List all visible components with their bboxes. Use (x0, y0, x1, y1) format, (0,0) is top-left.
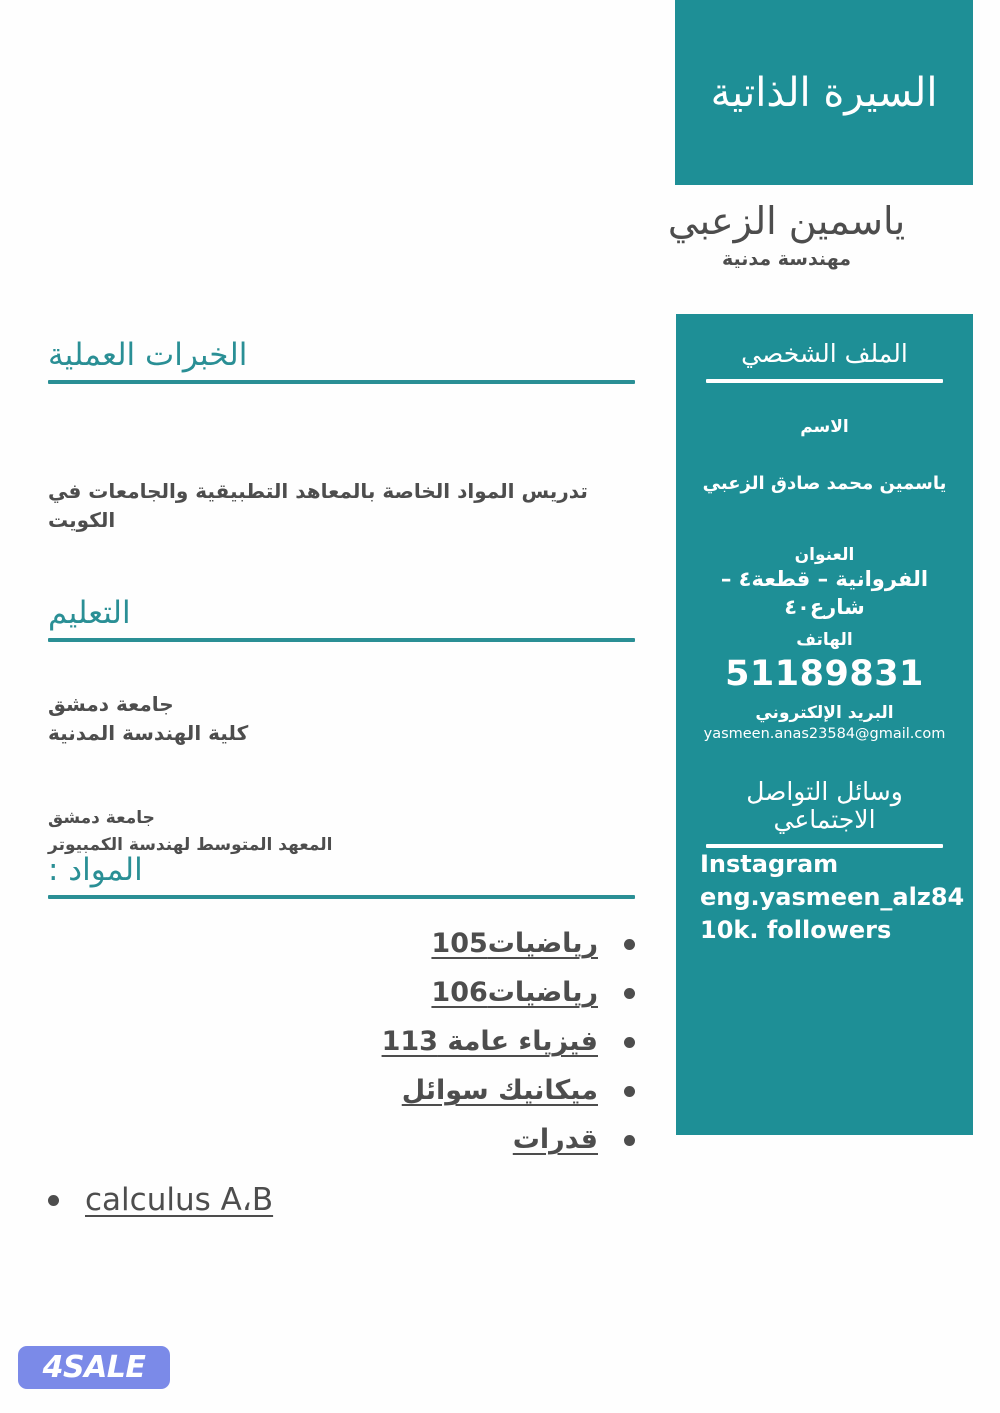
cv-title-text: السيرة الذاتية (710, 69, 938, 116)
subject-label: ميكانيك سوائل (401, 1075, 598, 1107)
experience-section-header (48, 338, 635, 384)
bullet-icon (624, 939, 635, 950)
list-item (48, 1176, 1000, 1225)
phone-label: الهاتف (796, 629, 853, 650)
subject-label: فيزياء عامة 113 (381, 1026, 598, 1058)
subjects-section-header (48, 853, 635, 899)
social-heading: وسائل التواصل الاجتماعي (746, 777, 903, 834)
subject-label: رياضيات105 (431, 928, 598, 960)
bullet-icon (624, 1086, 635, 1097)
address-value: الفروانية – قطعة٤ – شارع٤٠ (720, 567, 929, 620)
list-item (48, 1067, 635, 1116)
email-value: yasmeen.anas23584@gmail.com (703, 725, 946, 742)
bullet-icon (48, 1195, 59, 1206)
social-follower-count: 10k. followers (700, 916, 892, 945)
list-item (48, 1018, 635, 1067)
email-label: البريد الإلكتروني (755, 702, 894, 723)
cv-title-block (675, 0, 973, 185)
profile-heading-divider (706, 379, 943, 383)
list-item (48, 969, 635, 1018)
bullet-icon (624, 1037, 635, 1048)
list-item (48, 1116, 635, 1165)
education-heading: التعليم (48, 595, 131, 631)
profile-heading: الملف الشخصي (741, 339, 908, 368)
education-entry-1-program: كلية الهندسة المدنية (48, 721, 249, 745)
subject-label: calculus A،B (85, 1181, 274, 1218)
experience-entry: تدريس المواد الخاصة بالمعاهد التطبيقية والجامعات في الكويت (48, 479, 588, 532)
subjects-heading: المواد : (48, 852, 143, 888)
watermark-label: 4SALE (42, 1349, 146, 1385)
subjects-divider (48, 895, 635, 899)
social-platform-name: Instagram (700, 850, 839, 879)
phone-value: 51189831 (725, 654, 924, 695)
name-value: ياسمين محمد صادق الزعبي (702, 472, 947, 494)
education-entry-2-program: المعهد المتوسط لهندسة الكمبيوتر (48, 835, 333, 855)
subjects-list (48, 920, 635, 1225)
profile-sidebar (676, 314, 973, 1135)
address-label: العنوان (794, 545, 855, 566)
social-list (700, 848, 965, 947)
education-divider (48, 638, 635, 642)
bullet-icon (624, 988, 635, 999)
name-label: الاسم (800, 416, 849, 437)
watermark-badge (18, 1346, 170, 1389)
education-section-header (48, 596, 635, 642)
social-handle: eng.yasmeen_alz84 (700, 883, 965, 912)
person-role: مهندسة مدنية (721, 247, 851, 270)
experience-divider (48, 380, 635, 384)
education-entry-1-institution: جامعة دمشق (48, 692, 174, 716)
list-item (48, 920, 635, 969)
experience-heading: الخبرات العملية (48, 337, 248, 373)
subject-label: قدرات (512, 1124, 598, 1156)
bullet-icon (624, 1135, 635, 1146)
education-entry-2-institution: جامعة دمشق (48, 808, 155, 828)
subject-label: رياضيات106 (431, 977, 598, 1009)
person-name: ياسمين الزعبي (667, 199, 906, 243)
